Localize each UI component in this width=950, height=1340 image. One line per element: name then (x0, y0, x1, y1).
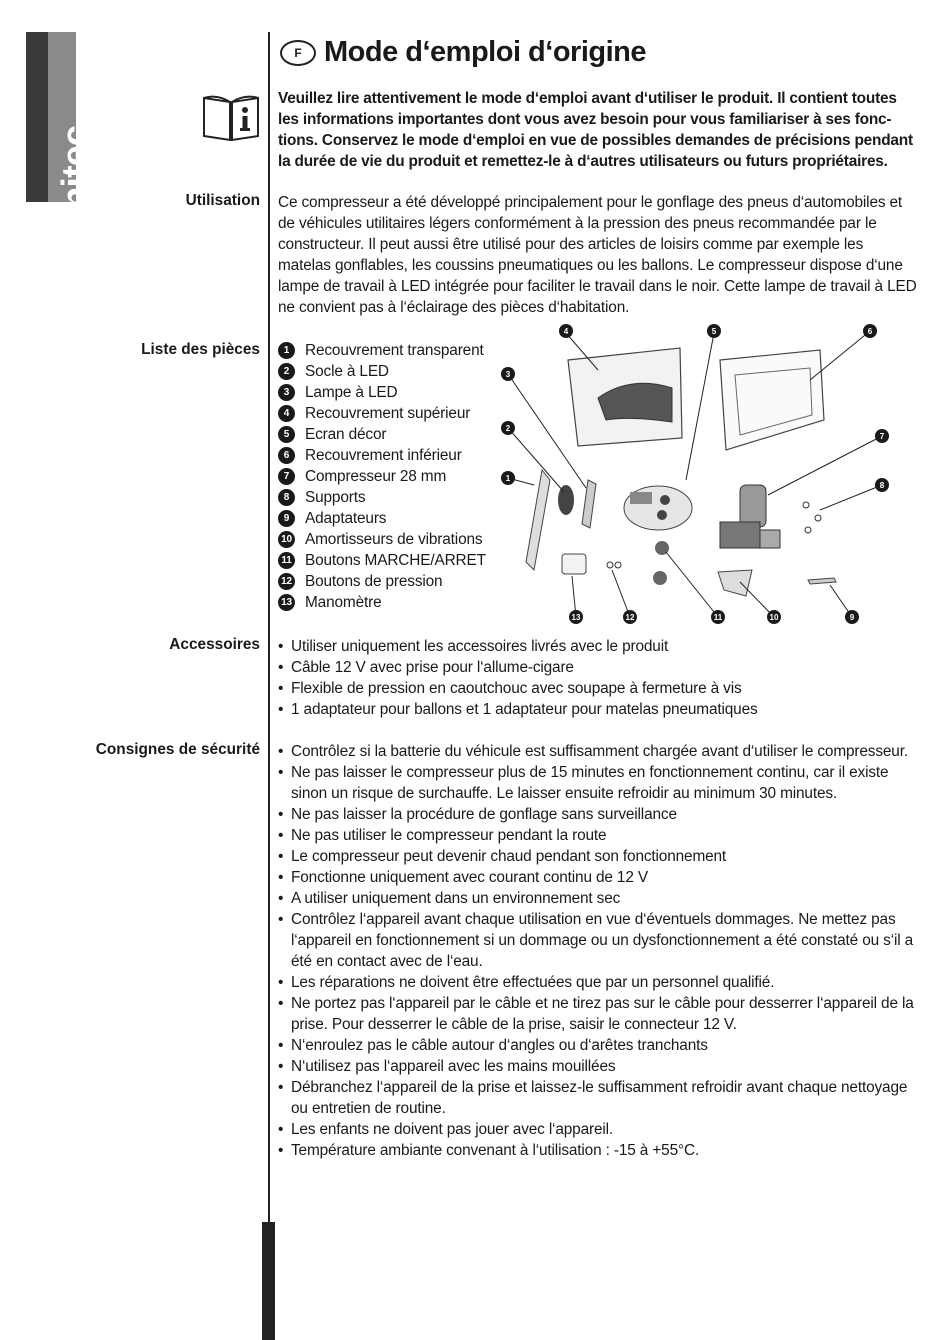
section-label-accessories: Accessoires (169, 636, 260, 653)
section-label-usage: Utilisation (185, 192, 260, 209)
part-number-badge: 6 (278, 447, 295, 464)
list-item: • Ne pas laisser la procédure de gonflage sans surveillance (278, 804, 918, 825)
part-item (278, 550, 508, 571)
svg-text:2: 2 (505, 424, 511, 433)
part-item (278, 382, 508, 403)
part-label: Recouvrement supérieur (305, 404, 471, 422)
section-label-safety: Consignes de sécurité (95, 741, 260, 758)
svg-text:10: 10 (769, 613, 779, 622)
list-item: • Contrôlez l‘appareil avant chaque utilisation en vue d‘éventuels dommages. Ne mettez pas l‘appareil en fonctionnement si un dommage ou un dysfonctionnement a été constaté ou s‘il a été en contact avec de l‘eau. (278, 909, 918, 972)
callout-5 (707, 324, 721, 338)
list-item: • Contrôlez si la batterie du véhicule est suffisamment chargée avant d‘utiliser le compresseur. (278, 741, 918, 762)
list-item: • A utiliser uniquement dans un environnement sec (278, 888, 918, 909)
list-item: • Fonctionne uniquement avec courant continu de 12 V (278, 867, 918, 888)
part-label: Recouvrement inférieur (305, 446, 462, 464)
part-item (278, 571, 508, 592)
part-label: Boutons de pression (305, 572, 443, 590)
part-item (278, 361, 508, 382)
part-label: Supports (305, 488, 366, 506)
part-label: Compresseur 28 mm (305, 467, 447, 485)
info-book-icon (200, 90, 262, 142)
part-item (278, 445, 508, 466)
callout-2 (501, 421, 515, 435)
part-label: Ecran décor (305, 425, 387, 443)
usage-text: Ce compresseur a été développé principalement pour le gonflage des pneus d‘automobiles et de véhicules utilitaires légers conformément à la pression des pneus recommandée par le constructeur. Il peut aussi être utilisé pour des articles de loisirs comme par exemple les matelas gonflables, les coussins pneumatiques ou les ballons. Le compresseur dispose d‘une lampe de travail à LED intégrée pour faciliter le travail dans le noir. Cette lampe de travail à LED ne convient pas à l‘éclairage des pièces d‘habitation. (278, 194, 917, 316)
part-number-badge: 5 (278, 426, 295, 443)
svg-text:1: 1 (505, 474, 511, 483)
list-item: • Température ambiante convenant à l‘utilisation : -15 à +55°C. (278, 1140, 918, 1161)
list-item: • Ne pas utiliser le compresseur pendant la route (278, 825, 918, 846)
page-title: Mode d‘emploi d‘origine (324, 36, 646, 68)
part-label: Lampe à LED (305, 383, 398, 401)
part-number-badge: 3 (278, 384, 295, 401)
svg-text:8: 8 (879, 481, 885, 490)
part-number-badge: 2 (278, 363, 295, 380)
safety-list (278, 741, 918, 1161)
part-item (278, 508, 508, 529)
part-number-badge: 11 (278, 552, 295, 569)
brand-name: unitec (55, 126, 97, 232)
part-number-badge: 8 (278, 489, 295, 506)
part-number-badge: 9 (278, 510, 295, 527)
svg-text:12: 12 (625, 613, 635, 622)
part-number-badge: 1 (278, 342, 295, 359)
part-label: Boutons MARCHE/ARRET (305, 551, 486, 569)
part-item (278, 403, 508, 424)
callout-8 (875, 478, 889, 492)
part-item (278, 592, 508, 613)
margin-bar (262, 1222, 275, 1340)
accessories-list (278, 636, 918, 720)
title-row (280, 36, 646, 69)
list-item: • Utiliser uniquement les accessoires livrés avec le produit (278, 636, 918, 657)
part-label: Socle à LED (305, 362, 389, 380)
part-label: Manomètre (305, 593, 382, 611)
part-item (278, 424, 508, 445)
part-number-badge: 10 (278, 531, 295, 548)
part-number-badge: 12 (278, 573, 295, 590)
svg-text:3: 3 (505, 370, 511, 379)
callout-6 (863, 324, 877, 338)
list-item: • N‘enroulez pas le câble autour d‘angles ou d‘arêtes tranchants (278, 1035, 918, 1056)
list-item: • Ne pas laisser le compresseur plus de 15 minutes en fonctionnement continu, car il existe sinon un risque de surchauffe. Le laisser ensuite refroidir au minimum 30 minutes. (278, 762, 918, 804)
language-badge: F (280, 40, 316, 66)
callout-1 (501, 471, 515, 485)
section-label-parts: Liste des pièces (141, 341, 260, 358)
part-item (278, 340, 508, 361)
parts-exploded-diagram (490, 320, 910, 630)
svg-text:6: 6 (867, 327, 873, 336)
part-item (278, 529, 508, 550)
part-number-badge: 7 (278, 468, 295, 485)
margin-rule (268, 32, 270, 1332)
list-item: • 1 adaptateur pour ballons et 1 adaptateur pour matelas pneumatiques (278, 699, 918, 720)
list-item: • Les réparations ne doivent être effectuées que par un personnel qualifié. (278, 972, 918, 993)
brand-logo (26, 32, 97, 232)
accessories-block (278, 636, 918, 720)
list-item: • Ne portez pas l‘appareil par le câble et ne tirez pas sur le câble pour desserrer l‘appareil de la prise. Pour desserrer le câble de la prise, saisir le connecteur 12 V. (278, 993, 918, 1035)
svg-text:13: 13 (571, 613, 581, 622)
callout-12 (623, 610, 637, 624)
part-item (278, 487, 508, 508)
part-label: Amortisseurs de vibrations (305, 530, 483, 548)
svg-text:4: 4 (563, 327, 569, 336)
list-item: • Les enfants ne doivent pas jouer avec l‘appareil. (278, 1119, 918, 1140)
callout-11 (711, 610, 725, 624)
callout-3 (501, 367, 515, 381)
list-item: • Flexible de pression en caoutchouc avec soupape à fermeture à vis (278, 678, 918, 699)
intro-paragraph: Veuillez lire attentivement le mode d‘emploi avant d‘utiliser le produit. Il contient toutes les informations importantes dont vous avez besoin pour vous familiariser à ses fonc-tions. Conservez le mode d‘emploi en vue de possibles demandes de précisions pendant la durée de vie du produit et remettez-le à d‘autres utilisateurs ou futurs propriétaires. (278, 90, 913, 170)
callout-4 (559, 324, 573, 338)
list-item: • N‘utilisez pas l‘appareil avec les mains mouillées (278, 1056, 918, 1077)
list-item: • Câble 12 V avec prise pour l‘allume-cigare (278, 657, 918, 678)
part-number-badge: 13 (278, 594, 295, 611)
part-item (278, 466, 508, 487)
part-label: Adaptateurs (305, 509, 387, 527)
callout-10 (767, 610, 781, 624)
part-label: Recouvrement transparent (305, 341, 484, 359)
callout-13 (569, 610, 583, 624)
safety-block (278, 741, 918, 1161)
list-item: • Le compresseur peut devenir chaud pendant son fonctionnement (278, 846, 918, 867)
svg-text:7: 7 (879, 432, 885, 441)
callout-9 (845, 610, 859, 624)
parts-list (278, 340, 508, 613)
part-number-badge: 4 (278, 405, 295, 422)
svg-text:9: 9 (849, 613, 855, 622)
svg-text:11: 11 (713, 613, 723, 622)
svg-text:5: 5 (711, 327, 717, 336)
list-item: • Débranchez l‘appareil de la prise et laissez-le suffisamment refroidir avant chaque nettoyage ou entretien de routine. (278, 1077, 918, 1119)
callout-7 (875, 429, 889, 443)
